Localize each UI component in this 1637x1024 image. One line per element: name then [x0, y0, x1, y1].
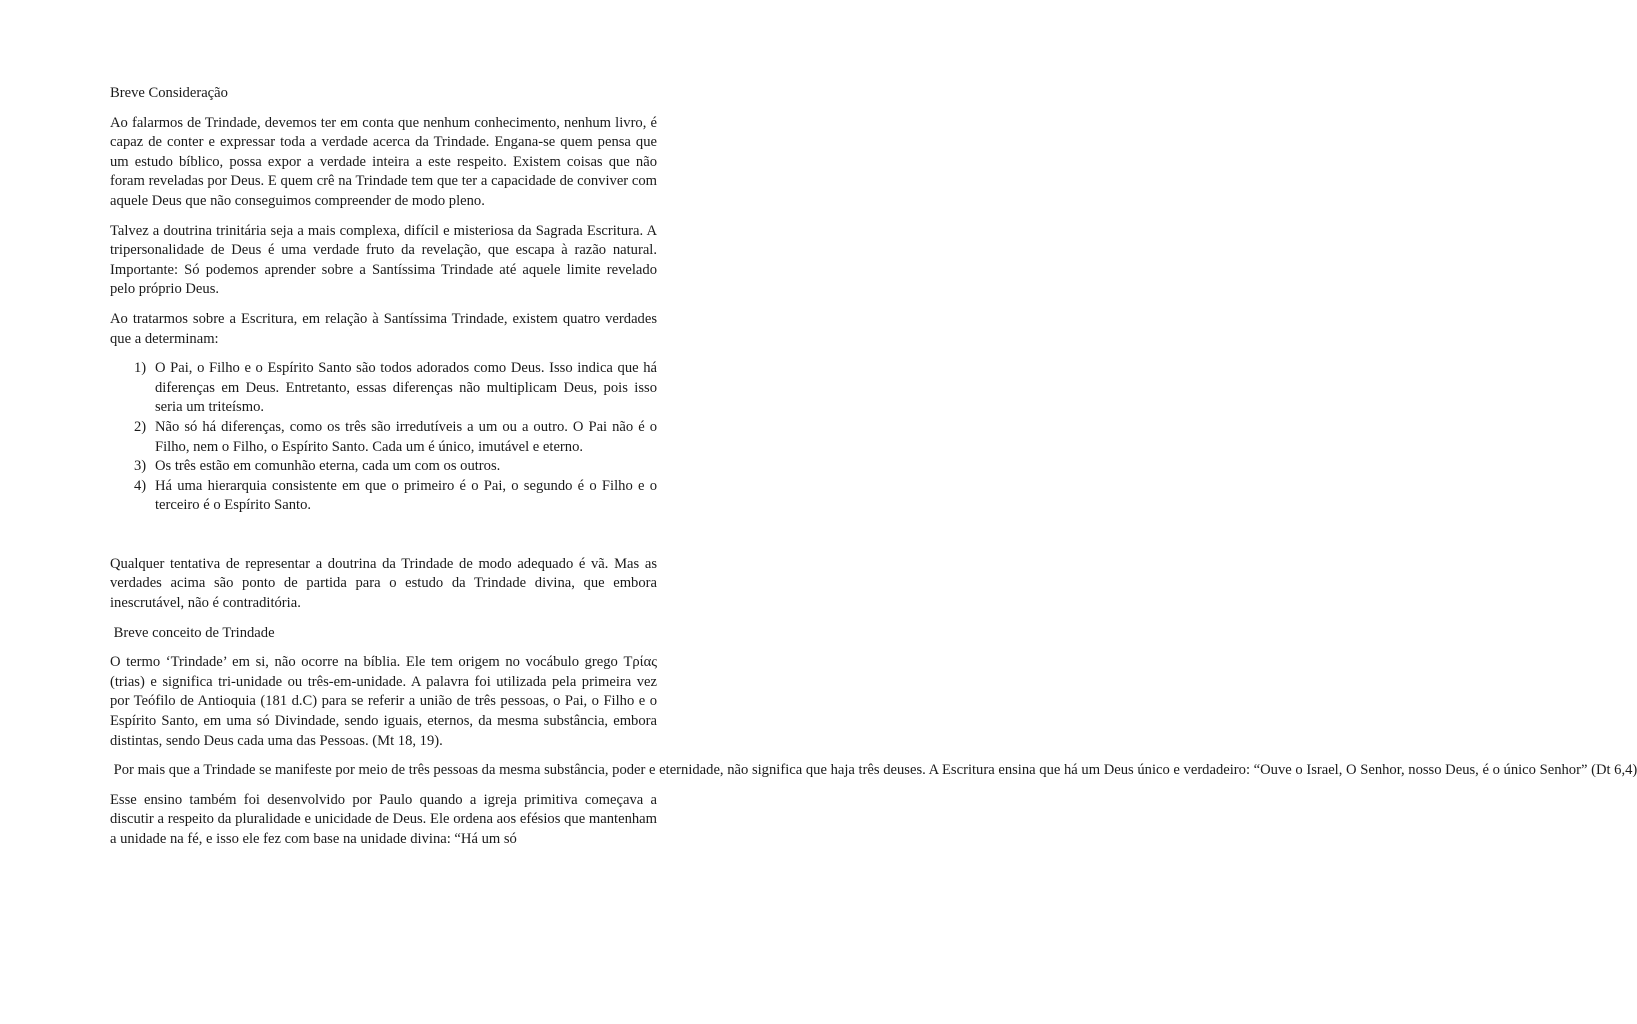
- paragraph-manifestacao: [110, 761, 1637, 781]
- list-item-number: 2): [134, 418, 147, 435]
- paragraph-paulo: Esse ensino também foi desenvolvido por Paulo quando a igreja primitiva começava a discutir a respeito da pluralidade e unicidade de Deus. Ele ordena aos efésios que mantenham a unidade na fé, e isso ele fez com base na unidade divina: “Há um só: [110, 791, 657, 847]
- list-item: [110, 418, 657, 457]
- list-item: [110, 359, 657, 418]
- list-item-text: Não só há diferenças, como os três são irredutíveis a um ou a outro. O Pai não é o Filho, nem o Filho, o Espírito Santo. Cada um é único, imutável e eterno.: [155, 418, 657, 455]
- paragraph-doutrina: Talvez a doutrina trinitária seja a mais complexa, difícil e misteriosa da Sagrada Escritura. A tripersonalidade de Deus é uma verdade fruto da revelação, que escapa à razão natural. Importante: Só podemos aprender sobre a Santíssima Trindade até aquele limite revelado pelo próprio Deus.: [110, 222, 657, 298]
- blank-line: [110, 526, 657, 555]
- list-item: [110, 457, 657, 477]
- section-heading-breve-consideracao: Breve Consideração: [110, 85, 228, 101]
- paragraph-manifestacao-text: Por mais que a Trindade se manifeste por meio de três pessoas da mesma substância, poder e eternidade, não significa que haja três deuses. A Escritura ensina que há um Deus único e verdadeiro: “Ouve o Israel, O Senhor, nosso Deus, é o único Senhor” (Dt 6,4): [110, 762, 1637, 779]
- list-item-number: 3): [134, 458, 147, 475]
- list-item-text: Há uma hierarquia consistente em que o primeiro é o Pai, o segundo é o Filho e o terceiro é o Espírito Santo.: [155, 477, 657, 514]
- document-page: [110, 84, 1637, 860]
- numbered-list-verdades: [110, 359, 657, 516]
- list-item-number: 4): [134, 477, 147, 494]
- paragraph-termo-trindade: O termo ‘Trindade’ em si, não ocorre na bíblia. Ele tem origem no vocábulo grego Τρίας (trias) e significa tri-unidade ou três-em-unidade. A palavra foi utilizada pela primeira vez por Teófilo de Antioquia (181 d.C) para se referir a união de três pessoas, o Pai, o Filho e o Espírito Santo, em uma só Divindade, sendo iguais, eternos, da mesma substância, embora distintas, sendo Deus cada uma das Pessoas. (Mt 18, 19).: [110, 654, 657, 749]
- section-heading-breve-conceito: Breve conceito de Trindade: [110, 624, 275, 641]
- list-item-text: Os três estão em comunhão eterna, cada um com os outros.: [155, 458, 501, 475]
- list-item-text: O Pai, o Filho e o Espírito Santo são todos adorados como Deus. Isso indica que há diferenças em Deus. Entretanto, essas diferenças não multiplicam Deus, pois isso seria um triteísmo.: [155, 360, 657, 416]
- paragraph-quatro-verdades: Ao tratarmos sobre a Escritura, em relação à Santíssima Trindade, existem quatro verdades que a determinam:: [110, 310, 657, 347]
- list-item-number: 1): [134, 360, 147, 377]
- list-item: [110, 477, 657, 516]
- paragraph-intro: Ao falarmos de Trindade, devemos ter em conta que nenhum conhecimento, nenhum livro, é capaz de conter e expressar toda a verdade acerca da Trindade. Engana-se quem pensa que um estudo bíblico, possa expor a verdade inteira a este respeito. Existem coisas que não foram reveladas por Deus. E quem crê na Trindade tem que ter a capacidade de conviver com aquele Deus que não conseguimos compreender de modo pleno.: [110, 114, 657, 209]
- paragraph-tentativa: Qualquer tentativa de representar a doutrina da Trindade de modo adequado é vã. Mas as verdades acima são ponto de partida para o estudo da Trindade divina, que embora inescrutável, não é contraditória.: [110, 555, 657, 612]
